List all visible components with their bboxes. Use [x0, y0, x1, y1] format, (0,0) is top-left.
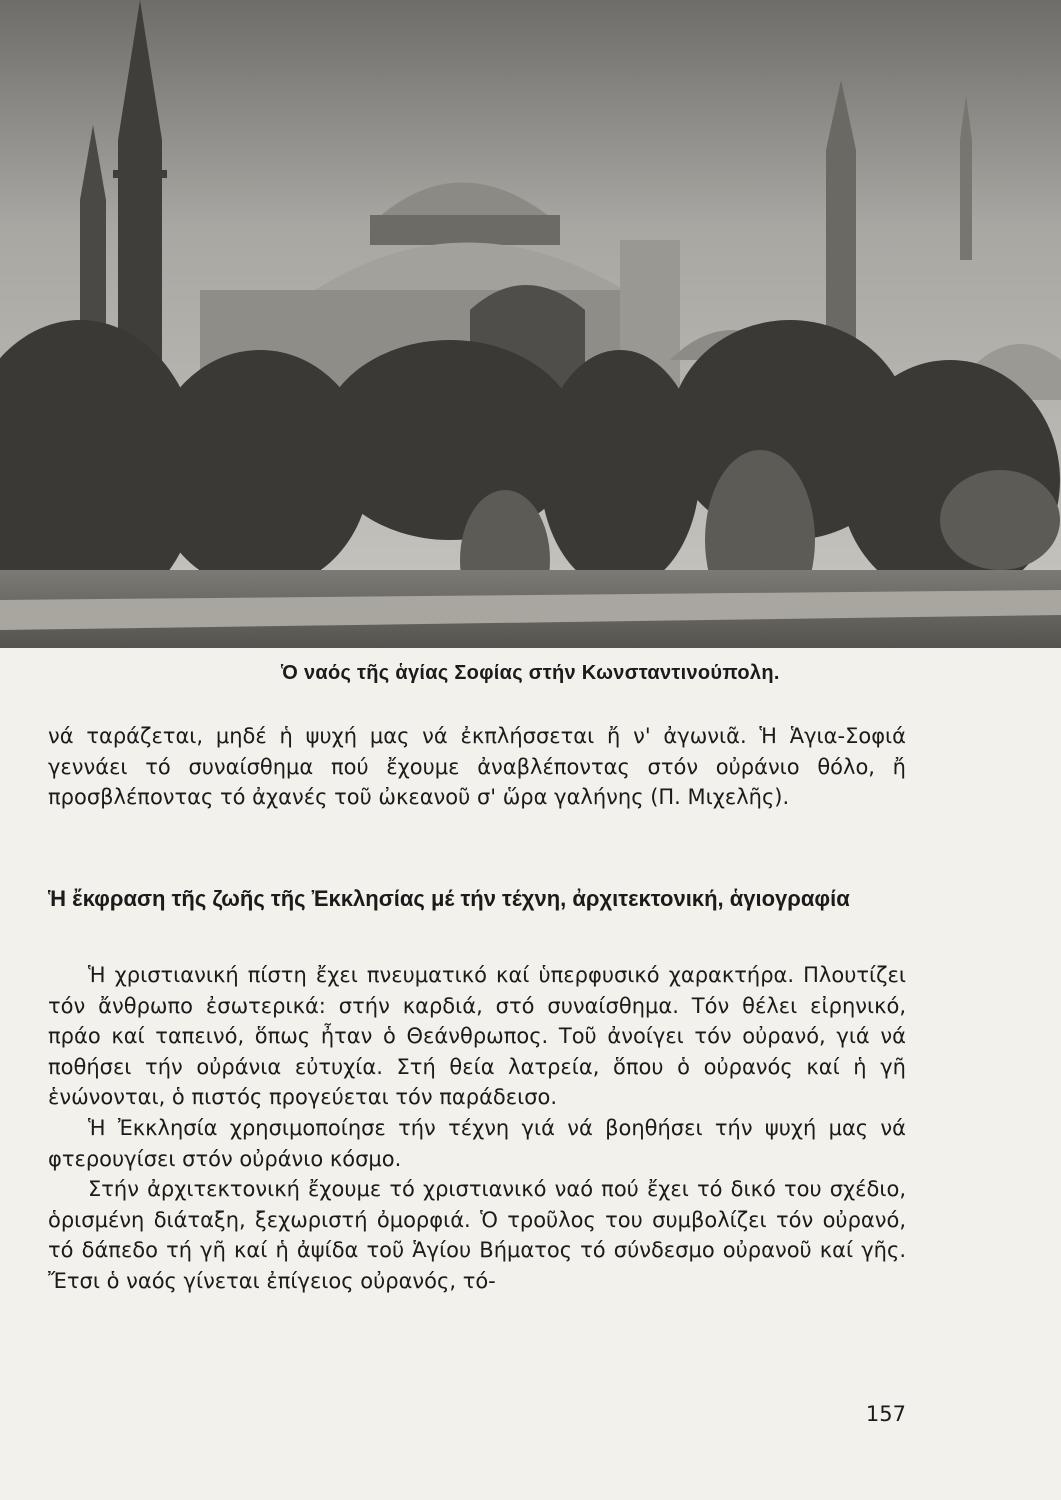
intro-text-block [48, 721, 906, 813]
photo-caption: Ὁ ναός τῆς ἁγίας Σοφίας στήν Κωνσταντινούπολη. [281, 662, 780, 684]
body-paragraph-2: Ἡ Ἐκκλησία χρησιμοποίησε τήν τέχνη γιά νά βοηθήσει τήν ψυχή μας νά φτερουγίσει στόν οὐράνιο κόσμο. [48, 1115, 906, 1171]
intro-paragraph: νά ταράζεται, μηδέ ἡ ψυχή μας νά ἐκπλήσσεται ἤ ν' ἀγωνιᾶ. Ἡ Ἁγια-Σοφιά γεννάει τό συναίσθημα πού ἔχουμε ἀναβλέποντας στόν οὐράνιο θόλο, ἤ προσβλέποντας τό ἀχανές τοῦ ὠκεανοῦ σ' ὥρα γαλήνης (Π. Μιχελῆς). [48, 724, 906, 810]
hagia-sophia-photo [0, 0, 1061, 648]
page-number: 157 [865, 1402, 906, 1426]
body-paragraph-1: Ἡ χριστιανική πίστη ἔχει πνευματικό καί ὑπερφυσικό χαρακτήρα. Πλουτίζει τόν ἄνθρωπο ἐσωτερικά: στήν καρδιά, στό συναίσθημα. Τόν θέλει εἰρηνικό, πράο καί ταπεινό, ὅπως ἦταν ὁ Θεάνθρωπος. Τοῦ ἀνοίγει τόν οὐρανό, γιά νά ποθήσει τήν οὐράνια εὐτυχία. Στή θεία λατρεία, ὅπου ὁ οὐρανός καί ἡ γῆ ἑνώνονται, ὁ πιστός προγεύεται τόν παράδεισο. [48, 963, 906, 1110]
section-heading: Ἡ ἔκφραση τῆς ζωῆς τῆς Ἐκκλησίας μέ τήν τέχνη, ἀρχιτεκτονική, ἁγιογραφία [48, 886, 850, 911]
body-text-block [48, 960, 906, 1297]
body-paragraph-3: Στήν ἀρχιτεκτονική ἔχουμε τό χριστιανικό ναό πού ἔχει τό δικό του σχέδιο, ὁρισμένη διάταξη, ξεχωριστή ὀμορφιά. Ὁ τροῦλος του συμβολίζει τόν οὐρανό, τό δάπεδο τή γῆ καί ἡ ἀψίδα τοῦ Ἁγίου Βήματος τό σύνδεσμο οὐρανοῦ καί γῆς. Ἔτσι ὁ ναός γίνεται ἐπίγειος οὐρανός, τό- [48, 1177, 906, 1293]
